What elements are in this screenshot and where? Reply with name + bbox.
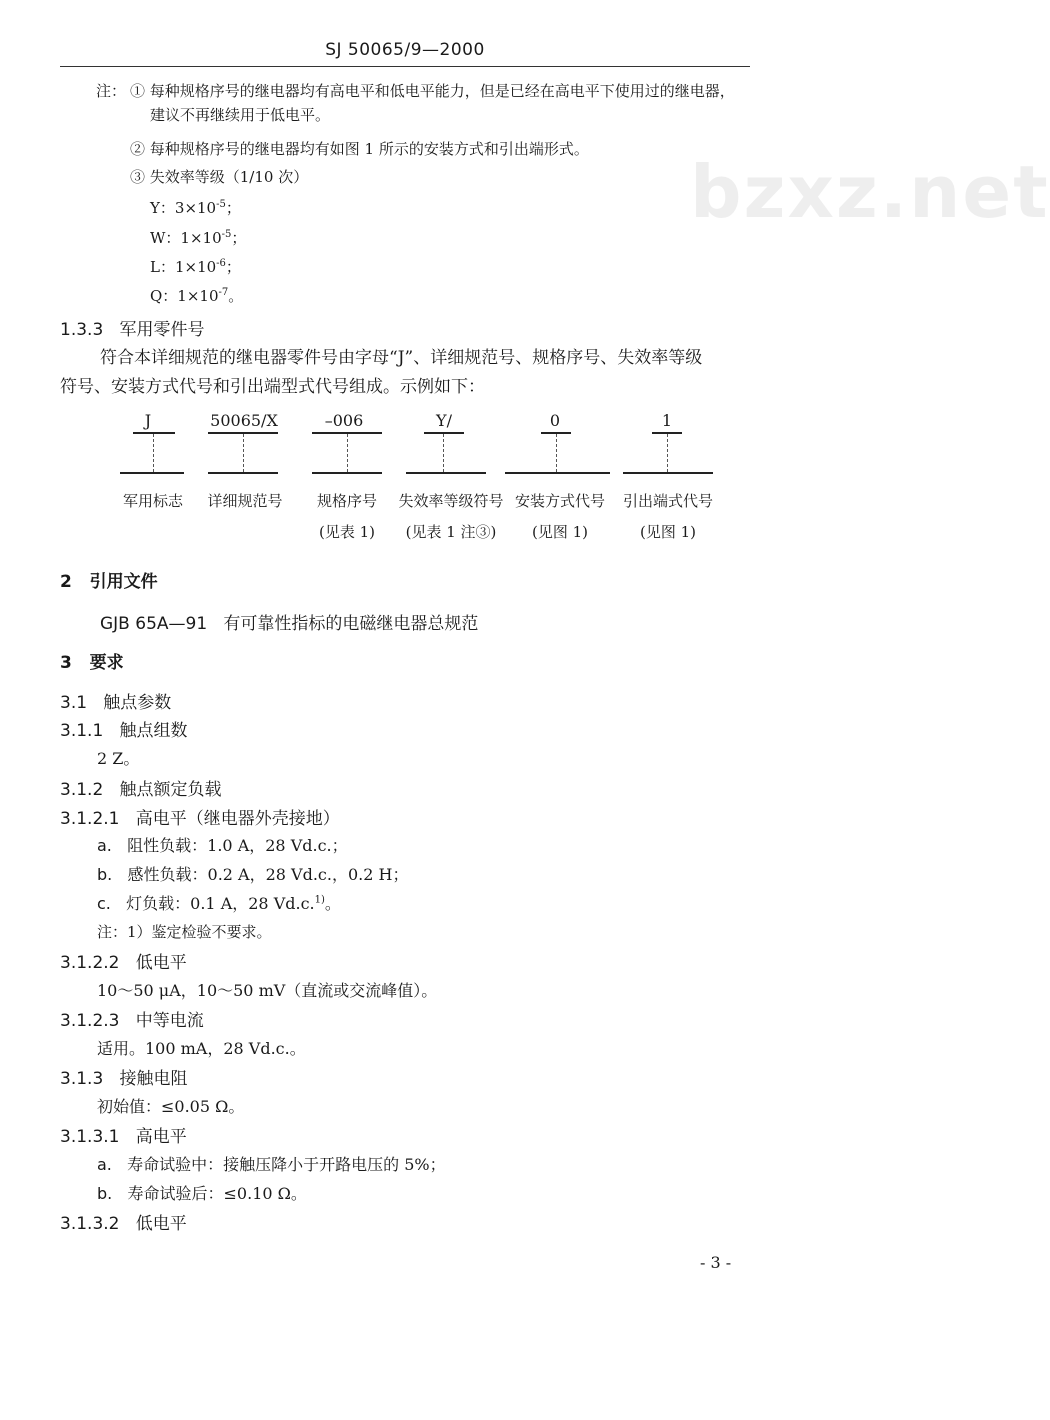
paragraph-line-1: 符合本详细规范的继电器零件号由字母“J”、详细规范号、规格序号、失效率等级 — [100, 348, 703, 368]
heading-title: 要求 — [89, 653, 124, 673]
diagram-code-mounting: 0 — [549, 411, 561, 430]
diagram-code-failure-rate: Y/ — [436, 411, 452, 430]
heading-title: 低电平 — [135, 953, 187, 973]
heading-title: 中等电流 — [135, 1011, 204, 1031]
diagram-label-military-mark: 军用标志 — [122, 492, 183, 510]
diagram-note-failure-rate: (见表 1 注③) — [405, 523, 497, 541]
heading-number: 3.1.3 — [60, 1069, 104, 1089]
note-2: ② 每种规格序号的继电器均有如图 1 所示的安装方式和引出端形式。 — [130, 140, 589, 158]
note-3: ③ 失效率等级（1/10 次） — [130, 168, 309, 186]
heading-title: 引用文件 — [89, 572, 158, 592]
notes-prefix: 注： — [96, 82, 127, 100]
reference-title: 有可靠性指标的电磁继电器总规范 — [223, 614, 479, 634]
diagram-note-mounting: (见图 1) — [531, 523, 589, 541]
heading-3-1-2-3 — [60, 1006, 204, 1031]
low-level-value: 10～50 μA，10～50 mV（直流或交流峰值）。 — [97, 981, 438, 1000]
note-1-continued: 建议不再继续用于低电平。 — [150, 106, 331, 124]
diagram-connector — [243, 434, 244, 472]
diagram-lower-line — [406, 472, 486, 474]
list-item: c. 灯负载：0.1 A，28 Vd.c.$^{1)}$。 — [97, 894, 341, 913]
heading-title: 军用零件号 — [119, 320, 205, 340]
diagram-code-terminal: 1 — [661, 411, 673, 430]
heading-3 — [60, 648, 124, 673]
heading-title: 高电平（继电器外壳接地） — [135, 809, 340, 829]
heading-3-1-3-2 — [60, 1209, 187, 1234]
reference-document — [100, 609, 478, 634]
list-item: b. 感性负载：0.2 A，28 Vd.c.，0.2 H； — [97, 865, 409, 884]
header-rule — [60, 66, 750, 67]
page-number: - 3 - — [700, 1253, 732, 1272]
heading-title: 低电平 — [135, 1214, 187, 1234]
contact-sets-value: 2 Z。 — [97, 749, 140, 768]
heading-3-1-3-1 — [60, 1122, 187, 1147]
diagram-note-spec-serial: (见表 1) — [318, 523, 376, 541]
note-1: ① 每种规格序号的继电器均有高电平和低电平能力，但是已经在高电平下使用过的继电器， — [130, 82, 735, 100]
contact-resistance-value: 初始值：≤0.05 Ω。 — [97, 1097, 245, 1116]
heading-title: 触点参数 — [103, 693, 172, 713]
list-item: b. 寿命试验后：≤0.10 Ω。 — [97, 1184, 307, 1203]
diagram-label-spec-serial: 规格序号 — [316, 492, 377, 510]
heading-number: 3.1.3.1 — [60, 1127, 120, 1147]
heading-3-1-2 — [60, 775, 221, 800]
heading-title: 接触电阻 — [119, 1069, 188, 1089]
heading-3-1 — [60, 688, 171, 713]
heading-number: 3 — [60, 653, 72, 673]
document-header: SJ 50065/9—2000 — [325, 40, 485, 60]
heading-number: 3.1.3.2 — [60, 1214, 120, 1234]
diagram-lower-line — [120, 472, 184, 474]
diagram-label-terminal: 引出端式代号 — [622, 492, 713, 510]
heading-number: 3.1.2.3 — [60, 1011, 120, 1031]
heading-number: 3.1.2.2 — [60, 953, 120, 973]
heading-number: 3.1.1 — [60, 721, 104, 741]
diagram-label-failure-rate: 失效率等级符号 — [398, 492, 504, 510]
diagram-connector — [153, 434, 154, 472]
diagram-label-mounting: 安装方式代号 — [514, 492, 605, 510]
diagram-upper-line — [424, 432, 464, 434]
diagram-lower-line — [623, 472, 713, 474]
diagram-code-spec-number: 50065/X — [210, 411, 278, 430]
intermediate-current-value: 适用。100 mA，28 Vd.c.。 — [97, 1039, 306, 1058]
rate-y: Y：$3\times 10^{-5}$； — [150, 199, 241, 217]
diagram-lower-line — [505, 472, 610, 474]
heading-title: 触点额定负载 — [119, 780, 222, 800]
heading-1-3-3 — [60, 315, 204, 340]
diagram-note-terminal: (见图 1) — [639, 523, 697, 541]
diagram-upper-line — [133, 432, 175, 434]
heading-3-1-2-1 — [60, 804, 340, 829]
watermark: bzxz.net — [690, 150, 1050, 234]
diagram-connector — [443, 434, 444, 472]
rate-l: L：$1\times 10^{-6}$； — [150, 258, 241, 276]
heading-number: 3.1.2 — [60, 780, 104, 800]
reference-code: GJB 65A—91 — [100, 614, 208, 634]
diagram-connector — [667, 434, 668, 472]
diagram-connector — [556, 434, 557, 472]
diagram-code-military-mark: J — [144, 411, 152, 430]
heading-title: 高电平 — [135, 1127, 187, 1147]
heading-number: 3.1 — [60, 693, 88, 713]
rate-w: W：$1\times 10^{-5}$； — [150, 229, 247, 247]
footnote: 注：1）鉴定检验不要求。 — [97, 923, 272, 941]
heading-number: 2 — [60, 572, 72, 592]
heading-3-1-2-2 — [60, 948, 187, 973]
heading-3-1-1 — [60, 716, 187, 741]
diagram-lower-line — [312, 472, 382, 474]
heading-2 — [60, 567, 158, 592]
heading-number: 3.1.2.1 — [60, 809, 120, 829]
list-item: a. 阻性负载：1.0 A，28 Vd.c.； — [97, 836, 348, 855]
diagram-lower-line — [208, 472, 278, 474]
heading-number: 1.3.3 — [60, 320, 104, 340]
diagram-label-spec-number: 详细规范号 — [207, 492, 283, 510]
heading-3-1-3 — [60, 1064, 187, 1089]
diagram-code-spec-serial: –006 — [324, 411, 364, 430]
heading-title: 触点组数 — [119, 721, 188, 741]
diagram-connector — [347, 434, 348, 472]
list-item: a. 寿命试验中：接触压降小于开路电压的 5%； — [97, 1155, 446, 1174]
rate-q: Q：$1\times 10^{-7}$。 — [150, 287, 244, 305]
paragraph-line-2: 符号、安装方式代号和引出端型式代号组成。示例如下： — [60, 377, 485, 397]
